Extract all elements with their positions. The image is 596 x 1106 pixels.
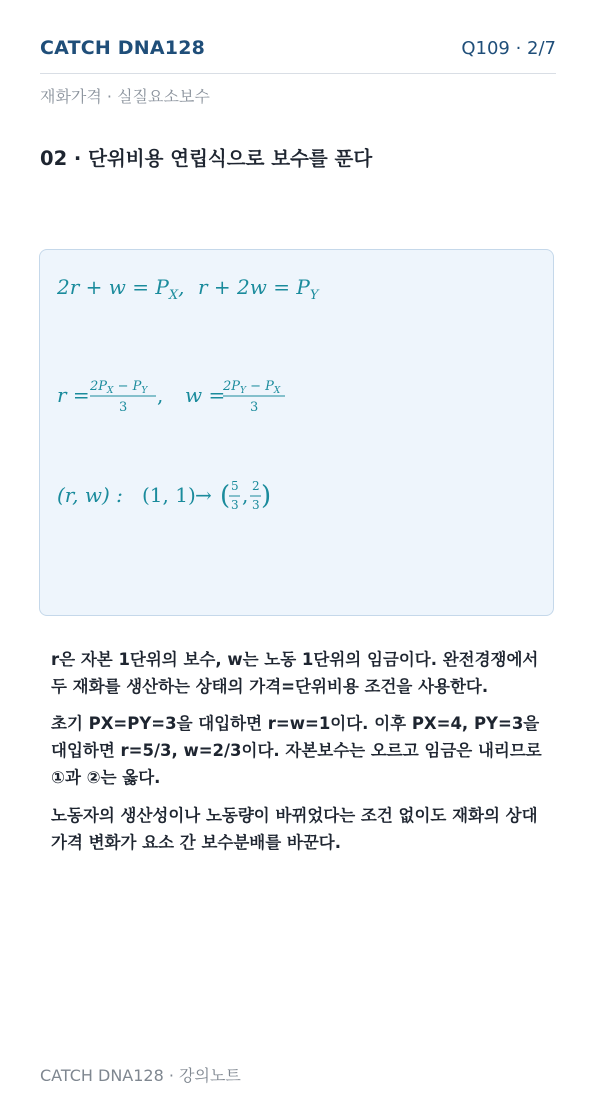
eq2-w-den: 3: [250, 400, 259, 415]
section-title: 02 · 단위비용 연립식으로 보수를 푼다: [40, 147, 373, 170]
math-box: [39, 249, 554, 616]
eq2-w-num-sub-a: Y: [240, 386, 246, 396]
breadcrumb: 재화가격 · 실질요소보수: [40, 87, 210, 106]
eq3-from: (1, 1): [142, 483, 196, 507]
equation-unit-cost: [56, 275, 320, 303]
eq3-pair: (r, w) :: [57, 483, 123, 507]
eq2-comma: ,: [157, 383, 164, 407]
math-equations: [40, 250, 555, 617]
brand-title: CATCH DNA128: [40, 37, 206, 59]
eq2-w-lhs: w =: [185, 383, 226, 407]
eq2-r-num-sub-b: Y: [141, 386, 148, 396]
question-counter: Q109 · 2/7: [461, 38, 556, 59]
eq1-sep: ,: [178, 275, 185, 299]
eq3-open: (: [220, 481, 231, 511]
paragraph-2: 초기 PX=PY=3을 대입하면 r=w=1이다. 이후 PX=4, PY=3을 대입하면 r=5/3, w=2/3이다. 자본보수는 오르고 임금은 내리므로 ①과 ②는 옳다.: [51, 714, 542, 787]
header: [40, 37, 556, 74]
svg-text:r + 2w = PY: [198, 275, 320, 303]
equation-solution: [57, 379, 285, 415]
svg-text:2PX − PY: [89, 379, 148, 396]
eq1-lhs-b: r + 2w = P: [198, 275, 310, 299]
eq3-close: ): [261, 481, 272, 511]
eq2-w-num-sub-b: X: [273, 386, 281, 396]
eq2-w-num-a: 2P: [223, 379, 241, 394]
footer: CATCH DNA128 · 강의노트: [40, 1066, 241, 1085]
eq3-d1: 3: [231, 498, 239, 512]
eq2-r-lhs: r =: [57, 383, 90, 407]
eq3-d2: 3: [252, 498, 260, 512]
paragraph-3: 노동자의 생산성이나 노동량이 바뀌었다는 조건 없이도 재화의 상대가격 변화가 요소 간 보수분배를 바꾼다.: [51, 806, 538, 852]
eq1-sub-b: Y: [309, 288, 319, 303]
svg-text:2PY − PX: [222, 379, 281, 396]
eq3-n1: 5: [231, 479, 239, 493]
eq2-r-den: 3: [119, 400, 128, 415]
eq2-r-num-a: 2P: [90, 379, 108, 394]
eq1-sub-a: X: [168, 288, 179, 303]
eq2-r-num-b: − P: [113, 379, 142, 394]
svg-text:2r + w = PX,: [56, 275, 184, 303]
eq3-arrow: →: [195, 483, 212, 507]
eq3-n2: 2: [252, 479, 260, 493]
eq1-lhs-a: 2r + w = P: [57, 275, 169, 299]
eq2-w-num-b: − P: [245, 379, 274, 394]
eq3-comma: ,: [242, 483, 249, 507]
eq2-r-num-sub-a: X: [107, 386, 114, 396]
paragraph-1: r은 자본 1단위의 보수, w는 노동 1단위의 임금이다. 완전경쟁에서 두 재화를 생산하는 상태의 가격=단위비용 조건을 사용한다.: [51, 650, 539, 696]
equation-change: [57, 479, 271, 512]
